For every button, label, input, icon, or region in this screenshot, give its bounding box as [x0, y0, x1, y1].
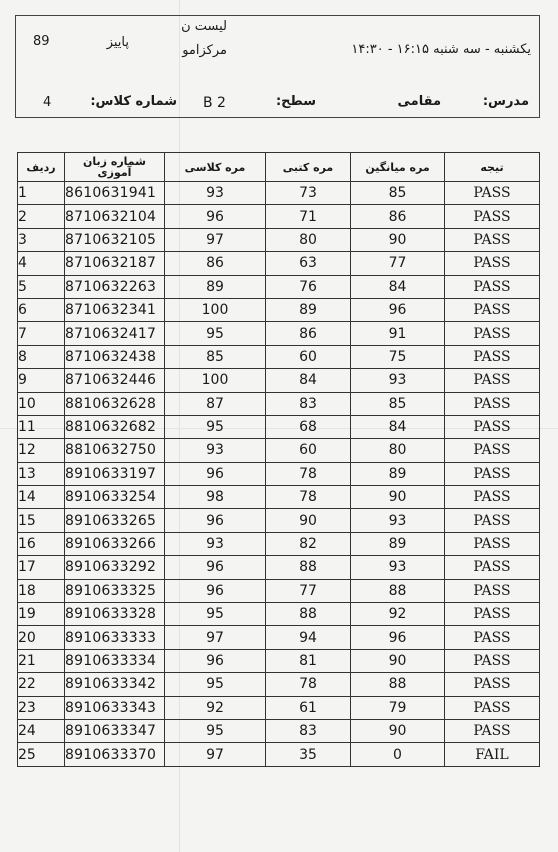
- col-header-class-score: مره کلاسی: [165, 153, 266, 182]
- cell-written-score: 80: [266, 228, 351, 251]
- cell-average-score: 90: [351, 719, 445, 742]
- cell-written-score: 89: [266, 298, 351, 321]
- cell-result: PASS: [445, 392, 540, 415]
- table-row: [18, 603, 540, 626]
- table-row: [18, 345, 540, 368]
- cell-result: PASS: [445, 462, 540, 485]
- cell-result: PASS: [445, 509, 540, 532]
- cell-row-number: 13: [18, 462, 65, 485]
- header-season: پاییز: [106, 35, 129, 50]
- grades-table: [17, 152, 540, 767]
- level-label: سطح:: [275, 94, 316, 109]
- cell-class-score: 97: [165, 228, 266, 251]
- cell-row-number: 19: [18, 603, 65, 626]
- cell-row-number: 7: [18, 322, 65, 345]
- table-row: [18, 275, 540, 298]
- cell-average-score: 89: [351, 532, 445, 555]
- cell-class-score: 92: [165, 696, 266, 719]
- cell-class-score: 100: [165, 369, 266, 392]
- cell-row-number: 5: [18, 275, 65, 298]
- cell-student-id: 8810632682: [65, 415, 165, 438]
- cell-student-id: 8710632187: [65, 252, 165, 275]
- table-row: [18, 486, 540, 509]
- cell-result: PASS: [445, 275, 540, 298]
- cell-student-id: 8710632417: [65, 322, 165, 345]
- cell-result: PASS: [445, 439, 540, 462]
- cell-average-score: 93: [351, 556, 445, 579]
- header-code: 89: [33, 34, 50, 49]
- table-row: [18, 252, 540, 275]
- header-title: لیست ن: [181, 19, 227, 34]
- cell-result: PASS: [445, 205, 540, 228]
- cell-student-id: 8910633254: [65, 486, 165, 509]
- cell-average-score: 96: [351, 298, 445, 321]
- cell-student-id: 8910633265: [65, 509, 165, 532]
- cell-average-score: 88: [351, 673, 445, 696]
- table-row: [18, 696, 540, 719]
- cell-written-score: 73: [266, 182, 351, 205]
- cell-row-number: 16: [18, 532, 65, 555]
- cell-written-score: 78: [266, 462, 351, 485]
- cell-student-id: 8910633333: [65, 626, 165, 649]
- class-number-label: شماره کلاس:: [90, 94, 177, 109]
- cell-written-score: 83: [266, 392, 351, 415]
- cell-result: PASS: [445, 182, 540, 205]
- table-row: [18, 322, 540, 345]
- cell-written-score: 78: [266, 486, 351, 509]
- cell-result: PASS: [445, 486, 540, 509]
- cell-class-score: 96: [165, 579, 266, 602]
- cell-average-score: 79: [351, 696, 445, 719]
- cell-average-score: 0: [351, 743, 445, 766]
- cell-class-score: 93: [165, 532, 266, 555]
- cell-row-number: 6: [18, 298, 65, 321]
- cell-class-score: 93: [165, 182, 266, 205]
- table-row: [18, 392, 540, 415]
- cell-row-number: 23: [18, 696, 65, 719]
- table-row: [18, 182, 540, 205]
- cell-class-score: 98: [165, 486, 266, 509]
- cell-student-id: 8810632628: [65, 392, 165, 415]
- cell-average-score: 75: [351, 345, 445, 368]
- cell-student-id: 8910633343: [65, 696, 165, 719]
- cell-result: PASS: [445, 556, 540, 579]
- cell-written-score: 86: [266, 322, 351, 345]
- cell-written-score: 90: [266, 509, 351, 532]
- cell-class-score: 89: [165, 275, 266, 298]
- col-header-written-score: مره کتبی: [266, 153, 351, 182]
- cell-result: PASS: [445, 532, 540, 555]
- cell-average-score: 85: [351, 182, 445, 205]
- cell-student-id: 8610631941: [65, 182, 165, 205]
- table-row: [18, 415, 540, 438]
- cell-class-score: 85: [165, 345, 266, 368]
- cell-written-score: 88: [266, 603, 351, 626]
- cell-row-number: 11: [18, 415, 65, 438]
- cell-row-number: 25: [18, 743, 65, 766]
- cell-class-score: 97: [165, 743, 266, 766]
- cell-average-score: 84: [351, 415, 445, 438]
- cell-student-id: 8910633197: [65, 462, 165, 485]
- cell-row-number: 20: [18, 626, 65, 649]
- cell-written-score: 63: [266, 252, 351, 275]
- cell-row-number: 4: [18, 252, 65, 275]
- cell-average-score: 80: [351, 439, 445, 462]
- cell-student-id: 8910633266: [65, 532, 165, 555]
- table-row: [18, 369, 540, 392]
- cell-student-id: 8910633370: [65, 743, 165, 766]
- table-row: [18, 719, 540, 742]
- cell-average-score: 84: [351, 275, 445, 298]
- cell-written-score: 77: [266, 579, 351, 602]
- cell-class-score: 97: [165, 626, 266, 649]
- cell-result: PASS: [445, 626, 540, 649]
- cell-row-number: 21: [18, 649, 65, 672]
- table-row: [18, 439, 540, 462]
- cell-student-id: 8910633334: [65, 649, 165, 672]
- cell-result: PASS: [445, 252, 540, 275]
- cell-written-score: 94: [266, 626, 351, 649]
- col-header-average-score: مره میانگین: [351, 153, 445, 182]
- cell-result: PASS: [445, 322, 540, 345]
- cell-written-score: 83: [266, 719, 351, 742]
- cell-average-score: 90: [351, 649, 445, 672]
- cell-row-number: 3: [18, 228, 65, 251]
- cell-average-score: 90: [351, 228, 445, 251]
- cell-result: PASS: [445, 415, 540, 438]
- cell-result: PASS: [445, 673, 540, 696]
- cell-row-number: 14: [18, 486, 65, 509]
- cell-result: PASS: [445, 345, 540, 368]
- cell-class-score: 95: [165, 322, 266, 345]
- table-header-row: [18, 153, 540, 182]
- cell-result: PASS: [445, 696, 540, 719]
- cell-result: FAIL: [445, 743, 540, 766]
- cell-average-score: 90: [351, 486, 445, 509]
- cell-written-score: 60: [266, 439, 351, 462]
- cell-student-id: 8710632105: [65, 228, 165, 251]
- cell-class-score: 95: [165, 719, 266, 742]
- table-row: [18, 228, 540, 251]
- cell-row-number: 18: [18, 579, 65, 602]
- cell-student-id: 8910633292: [65, 556, 165, 579]
- table-row: [18, 462, 540, 485]
- cell-written-score: 88: [266, 556, 351, 579]
- cell-class-score: 96: [165, 462, 266, 485]
- cell-class-score: 93: [165, 439, 266, 462]
- cell-average-score: 96: [351, 626, 445, 649]
- cell-row-number: 15: [18, 509, 65, 532]
- cell-row-number: 2: [18, 205, 65, 228]
- cell-row-number: 9: [18, 369, 65, 392]
- cell-student-id: 8710632446: [65, 369, 165, 392]
- cell-result: PASS: [445, 369, 540, 392]
- cell-average-score: 85: [351, 392, 445, 415]
- cell-student-id: 8710632341: [65, 298, 165, 321]
- table-row: [18, 298, 540, 321]
- table-row: [18, 509, 540, 532]
- cell-average-score: 93: [351, 509, 445, 532]
- cell-class-score: 96: [165, 556, 266, 579]
- table-row: [18, 626, 540, 649]
- cell-student-id: 8910633347: [65, 719, 165, 742]
- header-box: [15, 15, 540, 118]
- cell-average-score: 91: [351, 322, 445, 345]
- cell-row-number: 8: [18, 345, 65, 368]
- table-row: [18, 556, 540, 579]
- col-header-student-id: شماره زبان آموزی: [65, 153, 165, 182]
- cell-class-score: 86: [165, 252, 266, 275]
- cell-average-score: 86: [351, 205, 445, 228]
- cell-result: PASS: [445, 298, 540, 321]
- col-header-row: ردیف: [18, 153, 65, 182]
- table-row: [18, 205, 540, 228]
- cell-row-number: 17: [18, 556, 65, 579]
- cell-student-id: 8710632438: [65, 345, 165, 368]
- cell-result: PASS: [445, 649, 540, 672]
- cell-student-id: 8710632263: [65, 275, 165, 298]
- table-row: [18, 532, 540, 555]
- cell-written-score: 61: [266, 696, 351, 719]
- cell-student-id: 8910633328: [65, 603, 165, 626]
- cell-written-score: 81: [266, 649, 351, 672]
- table-row: [18, 743, 540, 766]
- cell-class-score: 96: [165, 509, 266, 532]
- table-row: [18, 579, 540, 602]
- cell-student-id: 8710632104: [65, 205, 165, 228]
- cell-result: PASS: [445, 579, 540, 602]
- cell-student-id: 8910633325: [65, 579, 165, 602]
- cell-written-score: 84: [266, 369, 351, 392]
- cell-result: PASS: [445, 719, 540, 742]
- cell-class-score: 100: [165, 298, 266, 321]
- level-value: B 2: [203, 95, 226, 111]
- class-number-value: 4: [43, 95, 52, 110]
- cell-row-number: 24: [18, 719, 65, 742]
- cell-written-score: 68: [266, 415, 351, 438]
- cell-written-score: 76: [266, 275, 351, 298]
- cell-row-number: 22: [18, 673, 65, 696]
- header-schedule: یکشنبه - سه شنبه ۱۶:۱۵ - ۱۴:۳۰: [351, 42, 531, 57]
- cell-row-number: 10: [18, 392, 65, 415]
- teacher-value: مقامی: [397, 94, 441, 109]
- cell-class-score: 95: [165, 673, 266, 696]
- table-row: [18, 649, 540, 672]
- cell-class-score: 96: [165, 649, 266, 672]
- cell-row-number: 12: [18, 439, 65, 462]
- cell-average-score: 93: [351, 369, 445, 392]
- cell-average-score: 92: [351, 603, 445, 626]
- cell-written-score: 82: [266, 532, 351, 555]
- cell-written-score: 71: [266, 205, 351, 228]
- cell-class-score: 96: [165, 205, 266, 228]
- cell-written-score: 35: [266, 743, 351, 766]
- cell-result: PASS: [445, 603, 540, 626]
- cell-average-score: 89: [351, 462, 445, 485]
- cell-written-score: 78: [266, 673, 351, 696]
- cell-class-score: 95: [165, 603, 266, 626]
- cell-class-score: 95: [165, 415, 266, 438]
- cell-class-score: 87: [165, 392, 266, 415]
- header-center: مرکزآمو: [182, 43, 227, 58]
- cell-average-score: 77: [351, 252, 445, 275]
- cell-result: PASS: [445, 228, 540, 251]
- cell-average-score: 88: [351, 579, 445, 602]
- cell-student-id: 8910633342: [65, 673, 165, 696]
- table-row: [18, 673, 540, 696]
- col-header-result: تیجه: [445, 153, 540, 182]
- cell-student-id: 8810632750: [65, 439, 165, 462]
- cell-row-number: 1: [18, 182, 65, 205]
- teacher-label: مدرس:: [482, 94, 529, 109]
- cell-written-score: 60: [266, 345, 351, 368]
